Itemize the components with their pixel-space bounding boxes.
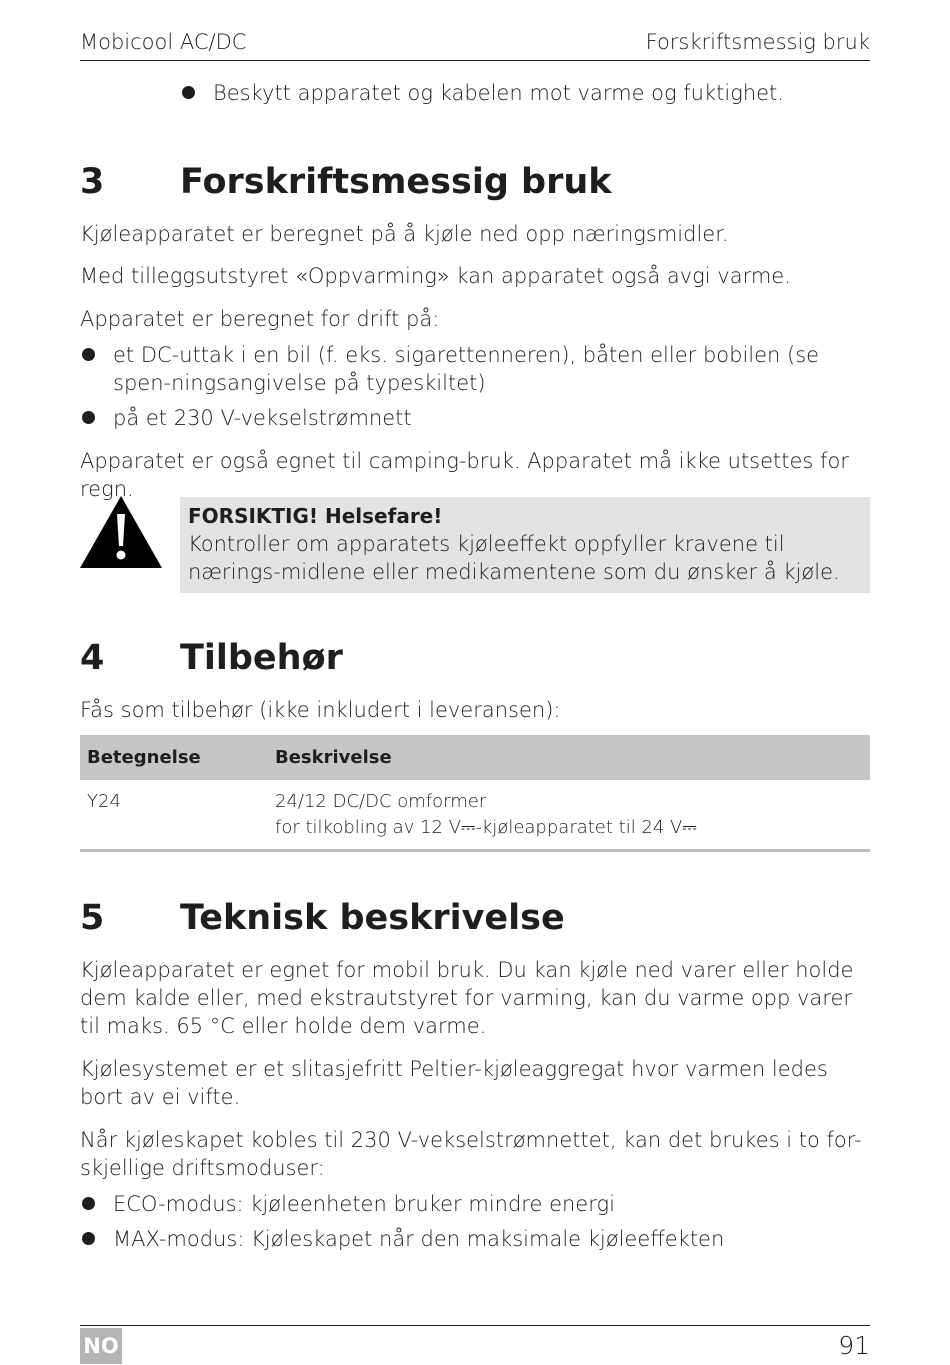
table-row <box>80 780 870 851</box>
bullet-icon <box>82 411 95 424</box>
column-header: Betegnelse <box>80 735 268 780</box>
warning-box <box>180 497 870 593</box>
language-badge: NO <box>80 1328 122 1364</box>
footer-divider <box>80 1325 870 1326</box>
accessories-table <box>80 735 870 852</box>
table-header-row <box>80 735 870 780</box>
paragraph: Når kjøleskapet kobles til 230 V-vekselstrømnettet, kan det brukes i to for-skjellige driftsmoduser: <box>80 1128 862 1180</box>
warning-triangle-icon <box>80 496 162 568</box>
paragraph: Kjølesystemet er et slitasjefritt Peltier-kjøleaggregat hvor varmen ledes bort av ei vifte. <box>80 1057 828 1109</box>
paragraph: Kjøleapparatet er egnet for mobil bruk. Du kan kjøle ned varer eller holde dem kalde eller, med ekstrautstyret for varming, kan du varme opp varer til maks. 65 °C eller holde dem varme. <box>80 958 854 1038</box>
paragraph: Fås som tilbehør (ikke inkludert i leveransen): <box>80 698 561 722</box>
table-cell: Y24 <box>80 780 268 851</box>
bullet-icon <box>82 1197 95 1210</box>
paragraph: Kjøleapparatet er beregnet på å kjøle ned opp næringsmidler. <box>80 222 729 246</box>
table-cell: 24/12 DC/DC omformer for tilkobling av 12 V⎓-kjøleapparatet til 24 V⎓ <box>268 780 870 851</box>
list-item: et DC-uttak i en bil (f. eks. sigarettenneren), båten eller bobilen (se spen-ningsangivelse på typeskiltet) <box>80 341 870 397</box>
warning-body: Kontroller om apparatets kjøleeffekt oppfyller kravene til nærings-midlene eller medikamentene som du ønsker å kjøle. <box>188 532 840 584</box>
bullet-icon <box>82 348 95 361</box>
warning-title: FORSIKTIG! Helsefare! <box>188 504 443 528</box>
bullet-icon <box>182 86 195 99</box>
header-right: Forskriftsmessig bruk <box>645 30 870 54</box>
list-item: ECO-modus: kjøleenheten bruker mindre energi <box>80 1190 870 1218</box>
list-item: Beskytt apparatet og kabelen mot varme og fuktighet. <box>180 79 870 107</box>
header-left: Mobicool AC/DC <box>80 30 247 54</box>
list-item: MAX-modus: Kjøleskapet når den maksimale kjøleeffekten <box>80 1225 870 1253</box>
page-number: 91 <box>838 1331 870 1360</box>
paragraph: Apparatet er også egnet til camping-bruk. Apparatet må ikke utsettes for regn. <box>80 449 849 501</box>
column-header: Beskrivelse <box>268 735 870 780</box>
page-header <box>80 28 870 61</box>
paragraph: Med tilleggsutstyret «Oppvarming» kan apparatet også avgi varme. <box>80 264 791 288</box>
bullet-icon <box>82 1232 95 1245</box>
list-item: på et 230 V-vekselstrømnett <box>80 404 870 432</box>
paragraph: Apparatet er beregnet for drift på: <box>80 307 440 331</box>
